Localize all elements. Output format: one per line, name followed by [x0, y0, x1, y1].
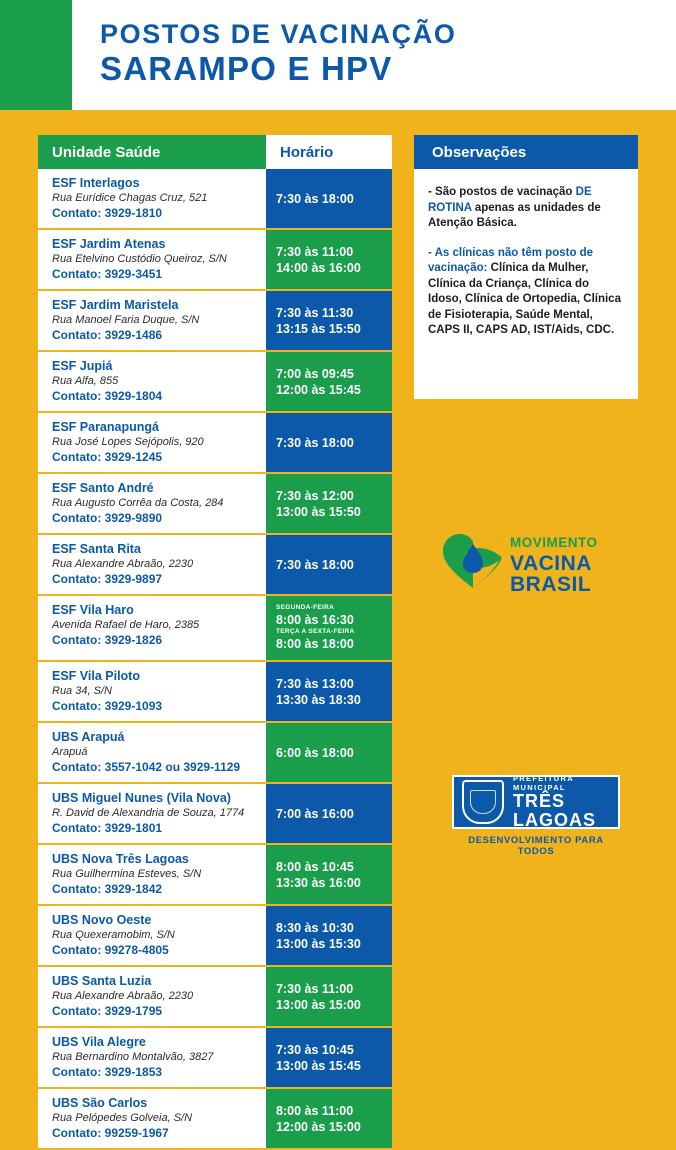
observations-title: Observações [414, 135, 638, 169]
schedule-time: 7:30 às 12:00 [276, 488, 354, 503]
observation-1-text-c: apenas as unidades de Atenção Básica. [428, 201, 601, 229]
unit-name: ESF Interlagos [52, 176, 140, 190]
unit-address: Rua Alfa, 855 [52, 375, 119, 387]
schedule-time: 13:30 às 16:00 [276, 875, 361, 890]
unit-name: ESF Vila Piloto [52, 669, 140, 683]
unit-cell [38, 596, 266, 660]
unit-name: UBS Miguel Nunes (Vila Nova) [52, 791, 231, 805]
prefeitura-logo [452, 775, 620, 857]
unit-contact: Contato: 3929-1804 [52, 389, 163, 403]
heart-drop-icon [440, 530, 506, 592]
schedule-cell [266, 1028, 392, 1087]
prefeitura-logo-line1: PREFEITURA MUNICIPAL [513, 774, 574, 792]
unit-cell [38, 291, 266, 350]
unit-contact: Contato: 99259-1967 [52, 1126, 169, 1140]
schedule-cell [266, 535, 392, 594]
unit-cell [38, 169, 266, 228]
table-row [38, 352, 392, 413]
movimento-logo-line2: VACINA [510, 552, 592, 575]
unit-address: Rua Guilhermina Esteves, S/N [52, 868, 202, 880]
schedule-time: 7:30 às 10:45 [276, 1042, 354, 1057]
table-row [38, 845, 392, 906]
unit-cell [38, 535, 266, 594]
schedule-cell [266, 662, 392, 721]
unit-name: UBS Vila Alegre [52, 1035, 146, 1049]
coat-of-arms-icon [462, 780, 504, 824]
schedule-time: 7:00 às 16:00 [276, 806, 354, 821]
table-row [38, 474, 392, 535]
prefeitura-logo-text [513, 774, 618, 830]
schedule-cell [266, 413, 392, 472]
schedule-time: 14:00 às 16:00 [276, 260, 361, 275]
unit-contact: Contato: 3929-1842 [52, 882, 163, 896]
unit-contact: Contato: 3929-1810 [52, 206, 163, 220]
header-title-group [100, 18, 456, 88]
unit-contact: Contato: 3929-1093 [52, 699, 163, 713]
unit-name: UBS Novo Oeste [52, 913, 152, 927]
table-row [38, 1089, 392, 1150]
observation-1-text-a: - São postos de vacinação [428, 186, 576, 198]
schedule-time: 12:00 às 15:45 [276, 382, 361, 397]
unit-address: Rua Alexandre Abraão, 2230 [52, 990, 194, 1002]
prefeitura-logo-line3: LAGOAS [513, 810, 597, 830]
schedule-cell [266, 967, 392, 1026]
unit-name: ESF Jupiá [52, 359, 113, 373]
schedule-time: 8:00 às 10:45 [276, 859, 354, 874]
column-header-unit: Unidade Saúde [38, 135, 266, 169]
observation-1-text-b: DE ROTINA [428, 186, 592, 214]
schedule-cell [266, 230, 392, 289]
table-body [38, 169, 392, 1150]
unit-address: Rua Etelvino Custódio Queiroz, S/N [52, 253, 227, 265]
schedule-cell [266, 352, 392, 411]
table-header-row [38, 135, 392, 169]
unit-address: Rua Bernardino Montalvão, 3827 [52, 1051, 214, 1063]
unit-contact: Contato: 3929-9897 [52, 572, 163, 586]
schedule-time: 7:00 às 09:45 [276, 366, 354, 381]
page-header [0, 0, 676, 110]
prefeitura-logo-line2: TRÊS [513, 791, 566, 811]
unit-cell [38, 723, 266, 782]
unit-contact: Contato: 3929-1486 [52, 328, 163, 342]
unit-address: Rua Alexandre Abraão, 2230 [52, 558, 194, 570]
unit-name: ESF Santa Rita [52, 542, 141, 556]
schedule-time: 13:00 às 15:50 [276, 504, 361, 519]
observations-body [414, 169, 638, 399]
observation-paragraph-1 [428, 185, 624, 232]
schedule-cell [266, 906, 392, 965]
unit-cell [38, 967, 266, 1026]
unit-cell [38, 845, 266, 904]
table-row [38, 723, 392, 784]
header-green-block [0, 0, 72, 110]
unit-cell [38, 1089, 266, 1148]
unit-cell [38, 474, 266, 533]
unit-address: Avenida Rafael de Haro, 2385 [52, 619, 200, 631]
schedule-time: 12:00 às 15:00 [276, 1119, 361, 1134]
unit-name: UBS Santa Luzia [52, 974, 152, 988]
unit-contact: Contato: 3929-1795 [52, 1004, 163, 1018]
schedule-time: 13:00 às 15:00 [276, 997, 361, 1012]
schedule-time: 7:30 às 11:00 [276, 981, 354, 996]
unit-contact: Contato: 3929-1826 [52, 633, 163, 647]
table-row [38, 169, 392, 230]
table-row [38, 906, 392, 967]
unit-address: R. David de Alexandria de Souza, 1774 [52, 807, 245, 819]
unit-address: Rua José Lopes Sejópolis, 920 [52, 436, 204, 448]
schedule-time: 7:30 às 11:00 [276, 244, 354, 259]
unit-name: UBS Nova Três Lagoas [52, 852, 189, 866]
prefeitura-slogan: DESENVOLVIMENTO PARA TODOS [468, 835, 604, 857]
schedule-time: 7:30 às 18:00 [276, 191, 354, 206]
unit-name: UBS São Carlos [52, 1096, 148, 1110]
page-title-line1: POSTOS DE VACINAÇÃO [100, 19, 457, 49]
page-title-line2: SARAMPO E HPV [100, 50, 393, 87]
schedule-time: 8:00 às 18:00 [276, 637, 354, 651]
unit-address: Rua Pelópedes Golveia, S/N [52, 1112, 193, 1124]
schedule-cell [266, 169, 392, 228]
unit-name: ESF Paranapungá [52, 420, 159, 434]
table-row [38, 1028, 392, 1089]
unit-cell [38, 352, 266, 411]
unit-cell [38, 230, 266, 289]
schedule-time: 7:30 às 18:00 [276, 557, 354, 572]
observations-panel [414, 135, 638, 399]
unit-cell [38, 662, 266, 721]
unit-cell [38, 1028, 266, 1087]
movimento-logo-text [510, 532, 598, 595]
unit-address: Rua 34, S/N [52, 685, 112, 697]
table-row [38, 784, 392, 845]
table-row [38, 662, 392, 723]
schedule-cell [266, 596, 392, 660]
table-row [38, 596, 392, 662]
schedule-cell [266, 845, 392, 904]
unit-contact: Contato: 99278-4805 [52, 943, 169, 957]
schedule-time: 13:30 às 18:30 [276, 692, 361, 707]
schedule-day-label: SEGUNDA-FEIRA [276, 604, 335, 611]
unit-name: ESF Vila Haro [52, 603, 134, 617]
unit-name: ESF Santo André [52, 481, 154, 495]
health-units-table [38, 135, 392, 1150]
schedule-time: 13:15 às 15:50 [276, 321, 361, 336]
schedule-cell [266, 474, 392, 533]
unit-contact: Contato: 3557-1042 ou 3929-1129 [52, 760, 241, 774]
schedule-time: 7:30 às 13:00 [276, 676, 354, 691]
table-row [38, 230, 392, 291]
unit-address: Arapuá [52, 746, 88, 758]
schedule-day-label: TERÇA A SEXTA-FEIRA [276, 628, 355, 635]
prefeitura-logo-box [452, 775, 620, 829]
table-row [38, 967, 392, 1028]
unit-address: Rua Augusto Corrêa da Costa, 284 [52, 497, 224, 509]
observation-2-text-a: - As clínicas não têm posto de vacinação: [428, 246, 594, 274]
unit-address: Rua Eurídice Chagas Cruz, 521 [52, 192, 208, 204]
page-body [0, 110, 676, 1140]
schedule-time: 8:00 às 11:00 [276, 1103, 354, 1118]
schedule-time: 7:30 às 18:00 [276, 435, 354, 450]
schedule-cell [266, 291, 392, 350]
unit-contact: Contato: 3929-9890 [52, 511, 163, 525]
unit-contact: Contato: 3929-1245 [52, 450, 163, 464]
unit-cell [38, 784, 266, 843]
unit-contact: Contato: 3929-1853 [52, 1065, 163, 1079]
movimento-logo-line3: BRASIL [510, 573, 592, 596]
schedule-cell [266, 723, 392, 782]
observation-paragraph-2 [428, 246, 624, 339]
unit-contact: Contato: 3929-1801 [52, 821, 163, 835]
table-row [38, 535, 392, 596]
unit-contact: Contato: 3929-3451 [52, 267, 163, 281]
schedule-time: 13:00 às 15:45 [276, 1058, 361, 1073]
table-row [38, 291, 392, 352]
schedule-time: 13:00 às 15:30 [276, 936, 361, 951]
movimento-logo-line1: MOVIMENTO [510, 535, 598, 550]
unit-address: Rua Manoel Faria Duque, S/N [52, 314, 200, 326]
unit-name: ESF Jardim Maristela [52, 298, 179, 312]
schedule-time: 8:30 às 10:30 [276, 920, 354, 935]
schedule-time: 8:00 às 16:30 [276, 613, 354, 627]
unit-name: UBS Arapuá [52, 730, 125, 744]
schedule-cell [266, 784, 392, 843]
observation-2-text-b: Clínica da Mulher, Clínica da Criança, Clínica do Idoso, Clínica de Ortopedia, Clínica de Fisioterapia, Saúde Mental, CAPS II, CAPS AD, IST/Aids, CDC. [428, 262, 621, 336]
unit-cell [38, 906, 266, 965]
movimento-vacina-brasil-logo [440, 530, 630, 600]
unit-cell [38, 413, 266, 472]
unit-address: Rua Quexeramobim, S/N [52, 929, 175, 941]
schedule-cell [266, 1089, 392, 1148]
table-row [38, 413, 392, 474]
unit-name: ESF Jardim Atenas [52, 237, 166, 251]
schedule-time: 7:30 às 11:30 [276, 305, 354, 320]
schedule-time: 6:00 às 18:00 [276, 745, 354, 760]
column-header-time: Horário [266, 135, 392, 169]
